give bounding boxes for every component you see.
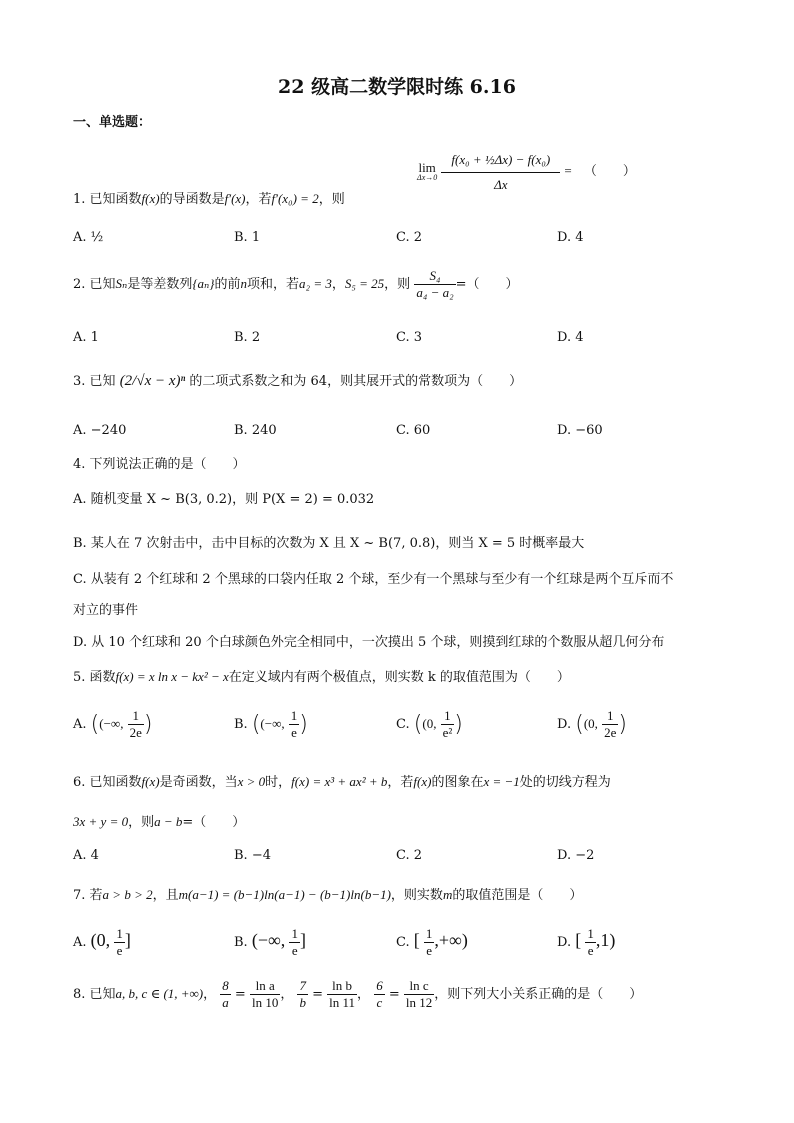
q6-mid3: ，若	[387, 775, 414, 790]
opt-label: D.	[557, 935, 572, 950]
opt-num: 1	[116, 926, 123, 941]
q8-cond: a, b, c ∈ (1, +∞)	[115, 986, 204, 1001]
q8-tail: ，则下列大小关系正确的是（ ）	[434, 987, 643, 1002]
opt-right: )	[299, 712, 308, 737]
q2-cond1: a₂ = 3	[299, 276, 332, 291]
q8-f2-num: 7	[299, 978, 306, 993]
opt-left: (0,	[90, 930, 111, 950]
opt-left: (−∞,	[260, 716, 285, 731]
opt-den: e	[426, 943, 433, 958]
q8-f2r-den: ln 11	[329, 995, 356, 1010]
q4-stem: 4. 下列说法正确的是（ ）	[73, 457, 246, 472]
q1-limit-expression	[417, 150, 636, 193]
q2-sep: ，	[331, 277, 345, 292]
q3-expression: (2/√x − x)ⁿ	[119, 373, 186, 389]
opt-label: A.	[73, 935, 87, 950]
q8-f2r-num: ln b	[327, 978, 357, 995]
q6-ask: a − b	[154, 814, 183, 829]
q6-stem-line2	[73, 811, 245, 830]
lim-symbol: lim	[418, 160, 436, 175]
opt-label: D.	[557, 717, 572, 732]
opt-label: C.	[396, 717, 410, 732]
q6-pre: 6. 已知函数	[73, 775, 142, 790]
q5-stem	[73, 666, 570, 685]
q7-option-b	[234, 926, 306, 959]
q6-point: x = −1	[483, 774, 520, 789]
q7-m: m	[442, 887, 453, 902]
q6-cond: x > 0	[237, 774, 266, 789]
q2-an: {aₙ}	[192, 276, 215, 291]
q1-option-d: D. 4	[557, 230, 584, 245]
q6-blank: =（ ）	[182, 815, 246, 830]
opt-den: 2e	[604, 725, 617, 740]
q3-stem	[73, 370, 522, 390]
q1-fraction	[441, 150, 560, 193]
q1-equals: =	[564, 163, 572, 178]
q6-mid2: 时，	[265, 775, 292, 790]
q8-f3r-den: ln 12	[405, 995, 433, 1010]
q1-option-b: B. 1	[234, 230, 261, 245]
opt-left: (−∞,	[99, 716, 124, 731]
q6-line2-post: ，则	[128, 815, 155, 830]
q6-option-a: A. 4	[73, 848, 99, 863]
q2-pre: 2. 已知	[73, 277, 116, 292]
opt-left: (0,	[422, 716, 437, 731]
q2-mid3: 项和，若	[247, 277, 300, 292]
opt-right: )	[143, 712, 153, 737]
q8-f3r-num: ln c	[404, 978, 434, 995]
q2-cond2: S₅ = 25	[344, 276, 385, 291]
opt-left: (0,	[583, 716, 598, 731]
q7-option-d	[557, 926, 615, 959]
opt-den: 2e	[129, 725, 142, 740]
q1-fpx: f′(x)	[224, 191, 246, 206]
q2-option-a: A. 1	[73, 330, 99, 345]
opt-right: ]	[299, 930, 306, 950]
page-title: 22 级高二数学限时练 6.16	[278, 76, 516, 98]
q2-mid: 是等差数列	[127, 277, 193, 292]
q1-label: 1. 已知函数	[73, 192, 142, 207]
q4-option-b: B. 某人在 7 次射击中，击中目标的次数为 X 且 X ~ B(7, 0.8)，则当 X = 5 时概率最大	[73, 536, 585, 551]
q1-cond-pre: ，若	[245, 192, 272, 207]
opt-right: ]	[124, 930, 131, 950]
q7-option-c	[396, 926, 468, 959]
q7-tail: 的取值范围是（ ）	[452, 888, 583, 903]
q3-option-d: D. −60	[557, 423, 603, 438]
q1-numerator: f(x₀ + ½Δx) − f(x₀)	[441, 150, 560, 173]
opt-num: 1	[602, 708, 618, 725]
q5-post: 在定义域内有两个极值点，则实数 k 的取值范围为（ ）	[228, 670, 570, 685]
q1-mid: 的导函数是	[159, 192, 225, 207]
q4-option-c: C. 从装有 2 个红球和 2 个黑球的口袋内任取 2 个球，至少有一个黑球与至少有一个红球是两个互斥而不	[73, 572, 674, 587]
opt-left: [	[413, 930, 420, 950]
q8-f1-den: a	[222, 995, 229, 1010]
opt-right: ,1)	[595, 930, 616, 950]
q3-option-a: A. −240	[73, 423, 127, 438]
q1-option-c: C. 2	[396, 230, 423, 245]
q2-numerator: S₄	[414, 268, 455, 285]
q6-fx2: f(x)	[413, 774, 432, 789]
q5-pre: 5. 函数	[73, 670, 116, 685]
q2-tail: =（ ）	[455, 277, 519, 292]
q6-tangent-eq: 3x + y = 0	[73, 814, 129, 829]
q6-option-d: D. −2	[557, 848, 595, 863]
opt-den: e	[587, 943, 594, 958]
q7-option-a	[73, 926, 131, 959]
q6-fx: f(x)	[141, 774, 160, 789]
q2-stem	[73, 268, 519, 301]
q2-option-b: B. 2	[234, 330, 261, 345]
q2-sn: Sₙ	[115, 276, 128, 291]
opt-num: 1	[128, 708, 144, 725]
opt-num: 1	[290, 708, 298, 723]
q1-option-a: A. ½	[73, 230, 104, 245]
q7-cond: a > b > 2	[102, 887, 153, 902]
q8-f3-den: c	[376, 995, 383, 1010]
opt-den: e²	[442, 725, 453, 740]
opt-label: A.	[73, 717, 87, 732]
q7-post: ，则实数	[390, 888, 443, 903]
q2-mid2: 的前	[214, 277, 241, 292]
q4-option-a: A. 随机变量 X ~ B(3, 0.2)，则 P(X = 2) = 0.032	[73, 492, 375, 507]
opt-num: 1	[291, 926, 298, 941]
q8-f3-num: 6	[376, 978, 383, 993]
q1-stem	[73, 188, 345, 207]
opt-left: [	[575, 930, 582, 950]
q1-denominator: Δx	[494, 177, 508, 192]
q7-pre: 7. 若	[73, 888, 103, 903]
opt-num: 1	[425, 926, 433, 941]
q8-f1-num: 8	[222, 978, 229, 993]
q7-stem	[73, 884, 582, 903]
q8-sep: ，	[203, 987, 217, 1002]
q6-option-b: B. −4	[234, 848, 271, 863]
q1-condition: f′(x₀) = 2	[271, 191, 319, 206]
q8-f2-den: b	[299, 995, 306, 1010]
q5-option-c: C. ((0, $\frac{1}{\text{e²}}$ )	[396, 708, 463, 740]
q2-fraction	[414, 268, 455, 301]
opt-num: 1	[441, 708, 455, 725]
q4-option-c-cont: 对立的事件	[73, 603, 139, 618]
opt-right: )	[454, 712, 463, 737]
q6-stem-line1	[73, 771, 611, 790]
q6-post: 的图象在	[431, 775, 484, 790]
q5-option-b: B. ((−∞, $\frac{1}{e}$ )	[234, 708, 308, 740]
opt-num: 1	[587, 926, 594, 941]
q8-stem: 8. 已知a, b, c ∈ (1, +∞)， $\frac{8}{a}$ = $\frac{\text{ln a}}{\ln 10}$ ， $\frac{7}{b}$ = $\frac{\text{ln b}}{\ln 11}$ ， $\frac{6}{c}$ = $\frac{\text{ln c}}{\ln 12}$ ，则下列大小关系正确的是（ ）	[73, 978, 643, 1010]
q5-option-d: D. ((0, $\frac{1}{2e}$ )	[557, 708, 627, 740]
q7-mid: ，且	[152, 888, 179, 903]
q6-option-c: C. 2	[396, 848, 423, 863]
q3-tail: 的二项式系数之和为 64，则其展开式的常数项为（ ）	[189, 374, 523, 389]
q5-function: f(x) = x ln x − kx² − x	[115, 669, 229, 684]
q6-function: f(x) = x³ + ax² + b	[291, 774, 388, 789]
q1-fx: f(x)	[141, 191, 160, 206]
q2-then: ，则	[384, 277, 411, 292]
opt-den: e	[291, 943, 298, 958]
q2-option-d: D. 4	[557, 330, 584, 345]
opt-label: B.	[234, 717, 248, 732]
q3-pre: 3. 已知	[73, 374, 116, 389]
q3-option-b: B. 240	[234, 423, 277, 438]
q2-denominator: a₄ − a₂	[416, 285, 454, 300]
q8-f1r-num: ln a	[250, 978, 280, 995]
opt-den: e	[116, 943, 123, 958]
q1-blank: （ ）	[583, 164, 636, 179]
q3-option-c: C. 60	[396, 423, 431, 438]
opt-label: C.	[396, 935, 410, 950]
opt-den: e	[291, 725, 297, 740]
q8-f1r-den: ln 10	[251, 995, 279, 1010]
q2-n: n	[240, 276, 248, 291]
q5-option-a: A. ((−∞, $\frac{1}{2e}$ )	[73, 708, 153, 740]
q7-equation: m(a−1) = (b−1)ln(a−1) − (b−1)ln(b−1)	[178, 887, 391, 902]
opt-right: ,+∞)	[434, 930, 468, 950]
q6-end: 处的切线方程为	[519, 775, 611, 790]
opt-left: (−∞,	[251, 930, 286, 950]
q8-pre: 8. 已知	[73, 987, 116, 1002]
q2-option-c: C. 3	[396, 330, 423, 345]
section-heading: 一、单选题：	[73, 115, 152, 130]
q6-mid: 是奇函数，当	[159, 775, 238, 790]
opt-label: B.	[234, 935, 248, 950]
opt-right: )	[618, 712, 627, 737]
q4-option-d: D. 从 10 个红球和 20 个白球颜色外完全相同中，一次摸出 5 个球，则摸到红球的个数服从超几何分布	[73, 635, 665, 650]
q1-then: ，则	[318, 192, 345, 207]
lim-subscript: Δx→0	[417, 173, 438, 182]
